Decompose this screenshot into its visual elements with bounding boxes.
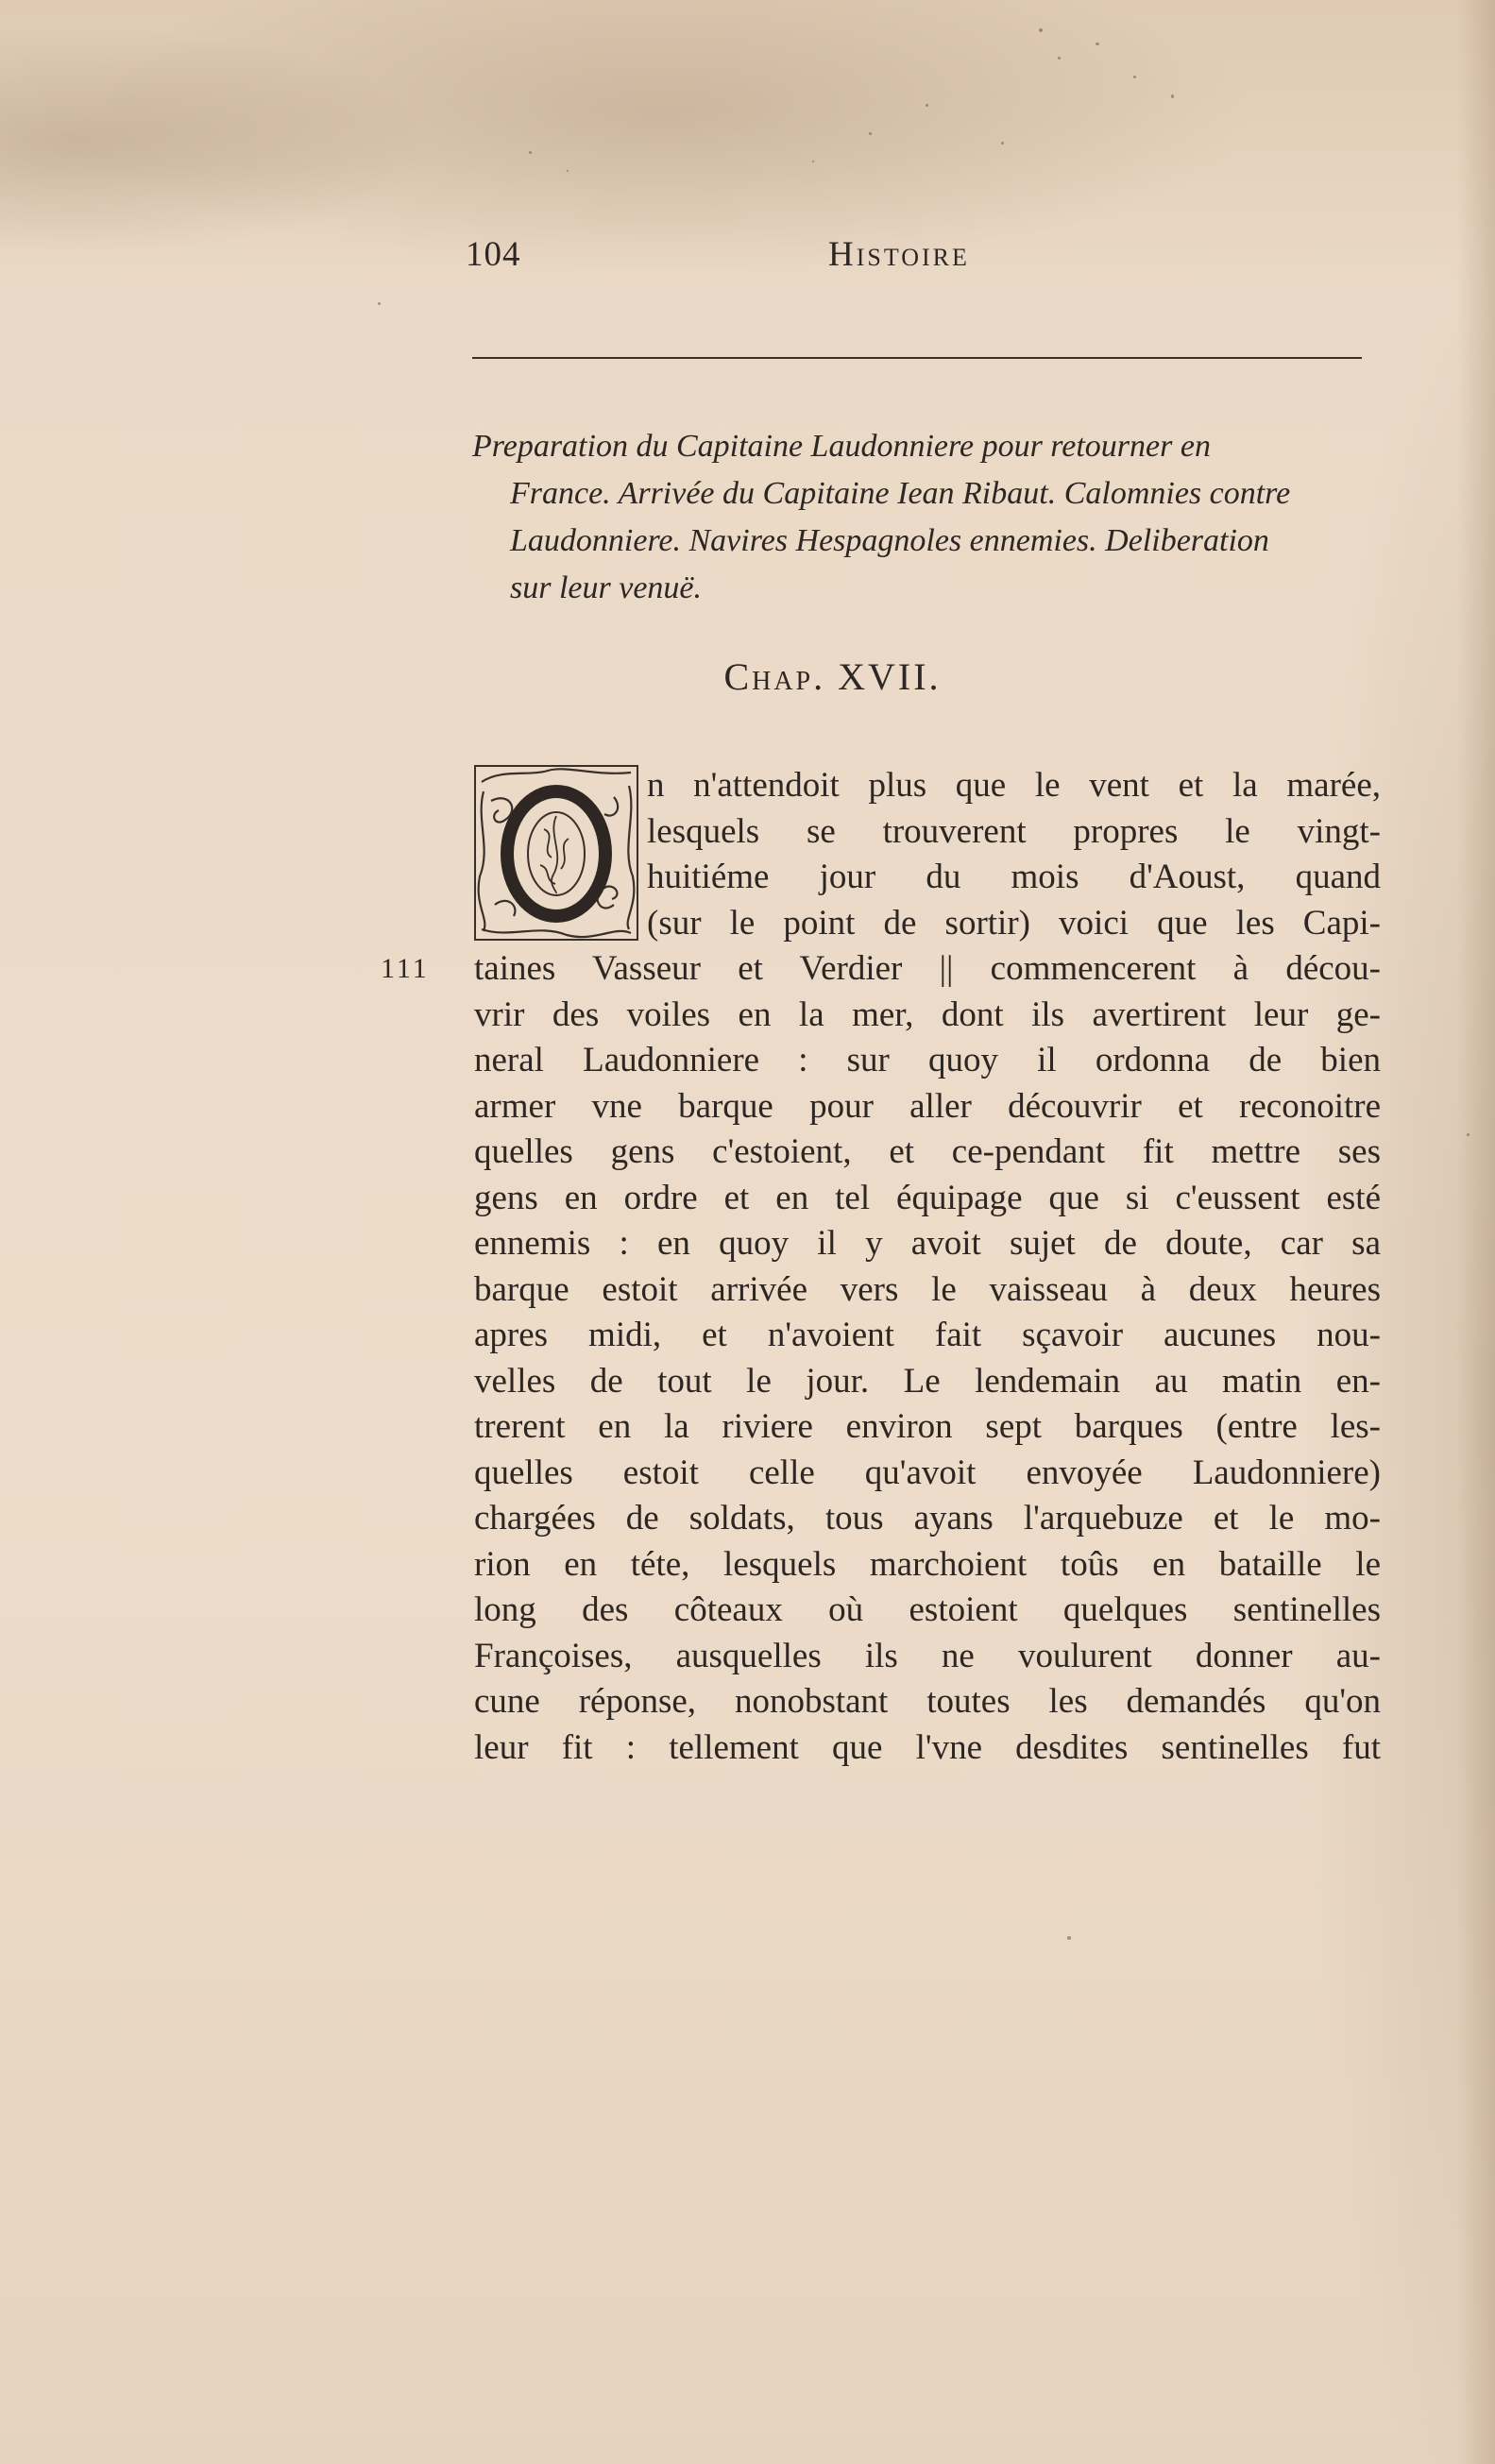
text-line: velles de tout le jour. Le lendemain au matin en- bbox=[474, 1361, 1381, 1401]
paper-speck bbox=[1171, 94, 1174, 98]
summary-line: France. Arrivée du Capitaine Iean Ribaut. Calomnies contre bbox=[510, 476, 1291, 511]
summary-line: sur leur venuë. bbox=[510, 570, 703, 605]
page-number: 104 bbox=[466, 235, 521, 274]
text-line: taines Vasseur et Verdier || commencerent à décou- bbox=[474, 949, 1381, 988]
summary-line: Laudonniere. Navires Hespagnoles ennemies. Deliberation bbox=[510, 523, 1269, 558]
text-line: barque estoit arrivée vers le vaisseau à deux heures bbox=[474, 1269, 1381, 1309]
paper-speck bbox=[1039, 28, 1043, 32]
text-line: long des côteaux où estoient quelques sentinelles bbox=[474, 1590, 1381, 1629]
text-line: Françoises, ausquelles ils ne voulurent donner au- bbox=[474, 1636, 1381, 1675]
margin-page-reference: 111 bbox=[381, 953, 430, 984]
chapter-body bbox=[474, 763, 1381, 1771]
text-line: gens en ordre et en tel équipage que si c'eussent esté bbox=[474, 1178, 1381, 1217]
paper-speck bbox=[869, 132, 872, 135]
header-rule bbox=[472, 357, 1362, 359]
text-line: apres midi, et n'avoient fait sçavoir aucunes nou- bbox=[474, 1316, 1381, 1354]
paper-speck bbox=[567, 170, 569, 172]
text-line: n n'attendoit plus que le vent et la marée, bbox=[647, 766, 1381, 805]
text-line: lesquels se trouverent propres le vingt- bbox=[647, 811, 1381, 851]
text-line: rion en téte, lesquels marchoient toûs en bataille le bbox=[474, 1544, 1381, 1584]
text-line: (sur le point de sortir) voici que les Capi- bbox=[647, 903, 1381, 943]
paper-speck bbox=[1467, 1133, 1470, 1136]
paper-speck bbox=[1001, 142, 1004, 144]
paper-speck bbox=[529, 151, 532, 154]
text-line: quelles estoit celle qu'avoit envoyée Laudonniere) bbox=[474, 1453, 1381, 1492]
running-title: Histoire bbox=[828, 235, 970, 274]
paper-speck bbox=[1067, 1936, 1071, 1940]
summary-line: Preparation du Capitaine Laudonniere pour retourner en bbox=[472, 429, 1211, 464]
chapter-summary bbox=[472, 423, 1374, 612]
paper-speck bbox=[1096, 42, 1099, 45]
text-line: vrir des voiles en la mer, dont ils avertirent leur ge- bbox=[474, 994, 1381, 1034]
paper-speck bbox=[926, 104, 928, 107]
text-line: huitiéme jour du mois d'Aoust, quand bbox=[647, 858, 1381, 896]
text-line: cune réponse, nonobstant toutes les demandés qu'on bbox=[474, 1682, 1381, 1721]
chapter-title: Chap. XVII. bbox=[723, 655, 942, 698]
paper-speck bbox=[1058, 57, 1061, 59]
page-gutter-shadow bbox=[1457, 0, 1495, 2464]
text-line: trerent en la riviere environ sept barques (entre les- bbox=[474, 1407, 1381, 1446]
text-line: armer vne barque pour aller découvrir et reconoitre bbox=[474, 1086, 1381, 1126]
paper-speck bbox=[812, 161, 814, 162]
text-line: quelles gens c'estoient, et ce-pendant fit mettre ses bbox=[474, 1132, 1381, 1171]
text-line: chargées de soldats, tous ayans l'arquebuze et le mo- bbox=[474, 1499, 1381, 1538]
text-line: ennemis : en quoy il y avoit sujet de doute, car sa bbox=[474, 1224, 1381, 1263]
text-line: neral Laudonniere : sur quoy il ordonna de bien bbox=[474, 1041, 1381, 1079]
paper-speck bbox=[1133, 76, 1136, 78]
text-line: leur fit : tellement que l'vne desdites sentinelles fut bbox=[474, 1727, 1381, 1767]
paper-speck bbox=[378, 302, 381, 305]
page-header bbox=[0, 234, 1495, 291]
